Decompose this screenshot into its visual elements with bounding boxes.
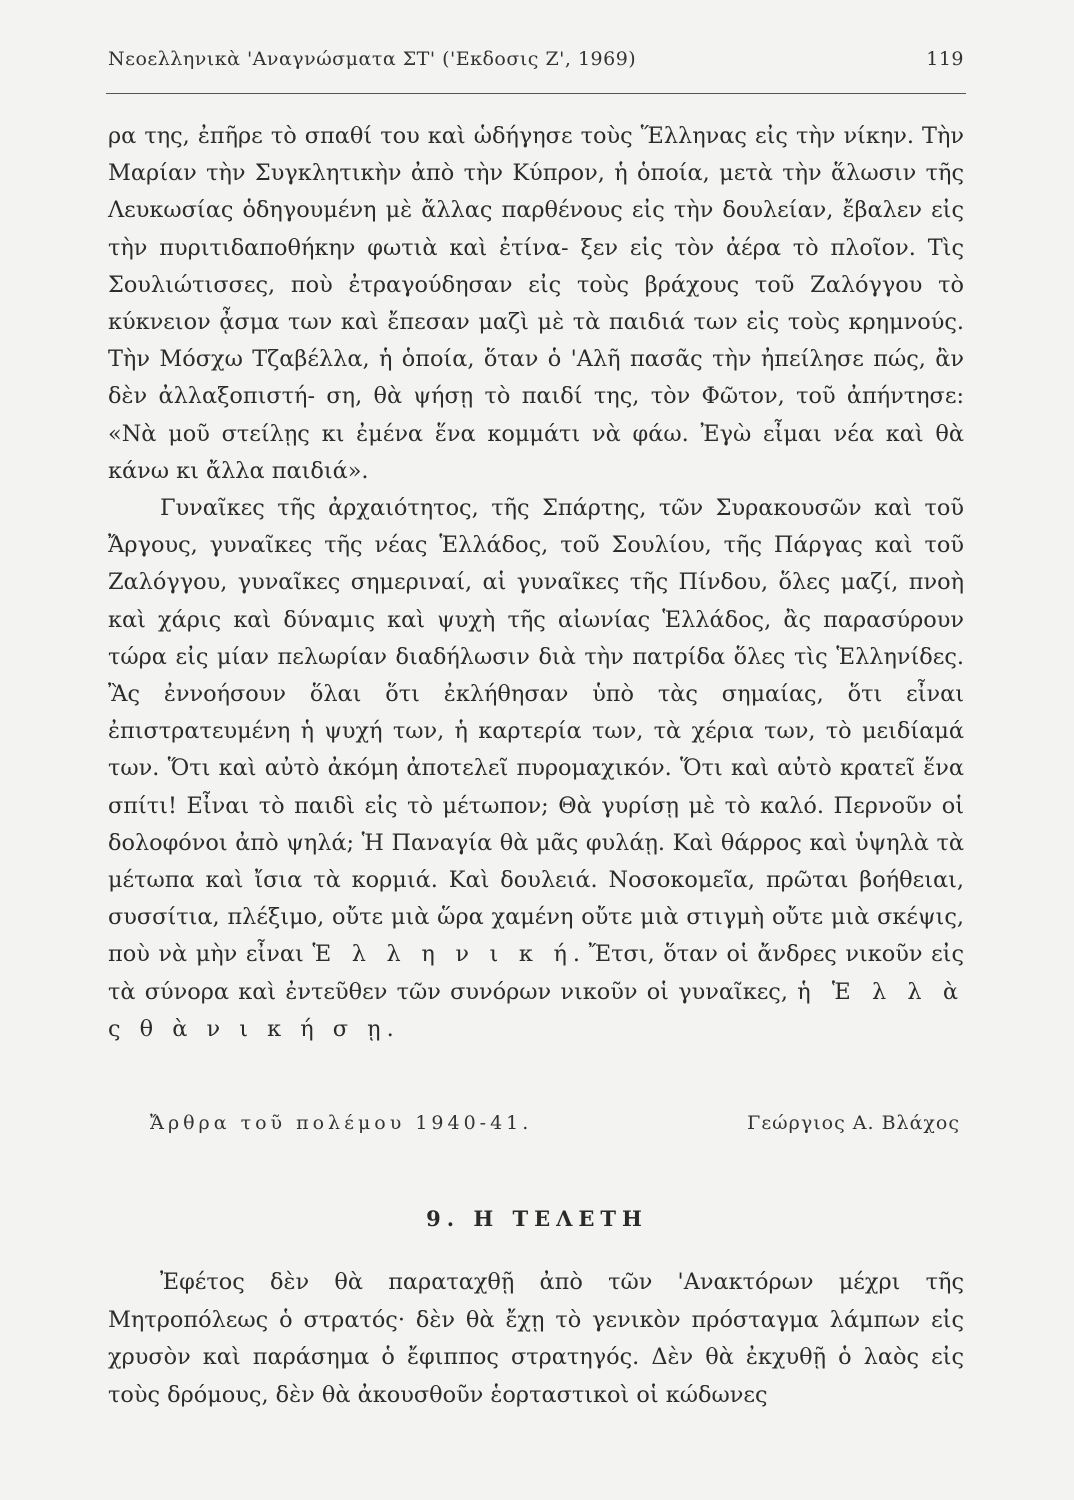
text-line: εἰς τοὺς βράχους τοῦ Ζαλόγγου τὸ κύκνειον ᾆσμα των καὶ ἔπεσαν <box>108 271 964 336</box>
emphasis-ellas-tha-nikisi: ἡ Ἑ λ λ ὰ ς θ ὰ ν ι κ ή σ ῃ <box>108 978 964 1042</box>
paragraph-text: . Ἔτσι, ὅταν οἱ ἄνδρες νικοῦν εἰς τὰ σύνορα καὶ ἐντεῦθεν τῶν συνόρων νικοῦν οἱ γυναῖκες, <box>108 941 965 1005</box>
page-number: 119 <box>926 48 964 70</box>
source-line <box>150 1112 960 1134</box>
section-title: 9. Η ΤΕΛΕΤΗ <box>426 1206 648 1231</box>
article-body <box>108 118 964 1048</box>
text-line: ἄλλα παιδιά». <box>206 457 369 484</box>
paragraph-text: Γυναῖκες τῆς ἀρχαιότητος, τῆς Σπάρτης, τῶν Συρακουσῶν καὶ τοῦ Ἄργους, γυναῖκες τῆς νέας Ἑλλάδος, τοῦ Σουλίου, τῆς Πάργας καὶ τοῦ Ζαλόγγου, γυναῖκες σημεριναί, αἱ γυναῖκες τῆς Πίνδου, ὅλες μαζί, πνοὴ καὶ χάρις καὶ δύναμις καὶ ψυχὴ τῆς αἰωνίας Ἑλλάδος, ἂς παρασύρουν τώρα εἰς μίαν πελωρίαν διαδήλωσιν διὰ τὴν πατρίδα ὅλες τὶς Ἑλληνίδες. Ἂς ἐννοήσουν ὅλαι ὅτι ἐκλήθησαν ὑπὸ τὰς σημαίας, ὅτι εἶναι ἐπιστρατευμένη ἡ ψυχή των, ἡ καρτερία των, τὰ χέρια των, τὸ μειδίαμά των. Ὅτι καὶ αὐτὸ ἀκόμη ἀποτελεῖ πυρομαχικόν. Ὅτι καὶ αὐτὸ κρατεῖ ἕνα σπίτι! Εἶναι τὸ παιδὶ εἰς τὸ μέτωπον; Θὰ γυρίσῃ μὲ τὸ καλό. Περνοῦν οἱ δολοφόνοι ἀπὸ ψηλά; Ἡ Παναγία θὰ μᾶς φυλάῃ. Καὶ θάρρος καὶ ὑψηλὰ τὰ μέτωπα καὶ ἴσια τὰ κορμιά. Καὶ δουλειά. Νοσοκομεῖα, πρῶται βοήθειαι, συσσίτια, πλέξιμο, οὔτε μιὰ ὥρα χαμένη οὔτε μιὰ στιγμὴ οὔτε μιὰ σκέψις, ποὺ νὰ μὴν εἶναι <box>108 495 964 968</box>
text-line: ξεν εἰς τὸν ἀέρα τὸ πλοῖον. Τὶς Σουλιώτισσες, ποὺ ἐτραγούδησαν <box>108 234 964 298</box>
text-line: εἰς τὴν δουλείαν, ἔβαλεν εἰς τὴν πυριτιδαποθήκην φωτιὰ καὶ ἐτίνα- <box>108 197 964 261</box>
text-line: ση, θὰ ψήσῃ τὸ παιδί της, τὸν Φῶτον, τοῦ ἀπήντησε: «Νὰ μοῦ <box>108 383 964 447</box>
running-title: Νεοελληνικὰ 'Αναγνώσματα ΣΤ' ('Εκδοσις Ζ', 1969) <box>108 48 637 70</box>
section-paragraph: Ἐφέτος δὲν θὰ παραταχθῇ ἀπὸ τῶν 'Ανακτόρων μέχρι τῆς Μητροπόλεως ὁ στρατός· δὲν θὰ ἔχῃ τὸ γενικὸν πρόσταγμα λάμπων εἰς χρυσὸν καὶ παράσημα ὁ ἔφιππος στρατηγός. Δὲν θὰ ἐκχυθῇ ὁ λαὸς εἰς τοὺς δρόμους, δὲν θὰ ἀκουσθοῦν ἑορταστικοὶ οἱ κώδωνες <box>108 1269 964 1408</box>
paragraph-continued <box>108 118 964 490</box>
text-line: νίκην. Τὴν Μαρίαν τὴν Συγκλητικὴν ἀπὸ τὴν Κύπρον, ἡ ὁποία, <box>108 123 964 187</box>
header-rule <box>106 93 966 94</box>
text-line: μετὰ τὴν ἅλωσιν τῆς Λευκωσίας ὁδηγουμένη μὲ ἄλλας παρθένους <box>108 160 964 224</box>
running-head <box>108 48 964 70</box>
text-line: ρα της, ἐπῆρε τὸ σπαθί του καὶ ὡδήγησε τοὺς Ἕλληνας εἰς τὴν <box>108 123 836 149</box>
article-source: Ἄρθρα τοῦ πολέμου 1940-41. <box>150 1112 533 1134</box>
article-author: Γεώργιος Α. Βλάχος <box>747 1112 960 1134</box>
emphasis-elliniki: Ἑ λ λ η ν ι κ ή <box>312 941 573 968</box>
section-body <box>108 1264 964 1414</box>
text-line: στείλῃς κι ἐμένα ἕνα κομμάτι νὰ φάω. Ἐγὼ εἶμαι νέα καὶ θὰ κάνω κι <box>108 420 964 484</box>
text-line: μαζὶ μὲ τὰ παιδιά των εἰς τοὺς κρημνούς. Τὴν Μόσχω Τζαβέλλα, ἡ <box>108 309 965 373</box>
paragraph-women <box>108 490 964 1048</box>
text-line: ὁποία, ὅταν ὁ 'Αλῆ πασᾶς τὴν ἠπείλησε πώς, ἂν δὲν ἀλλαξοπιστή- <box>108 346 964 410</box>
paragraph-end: . <box>386 1015 394 1042</box>
